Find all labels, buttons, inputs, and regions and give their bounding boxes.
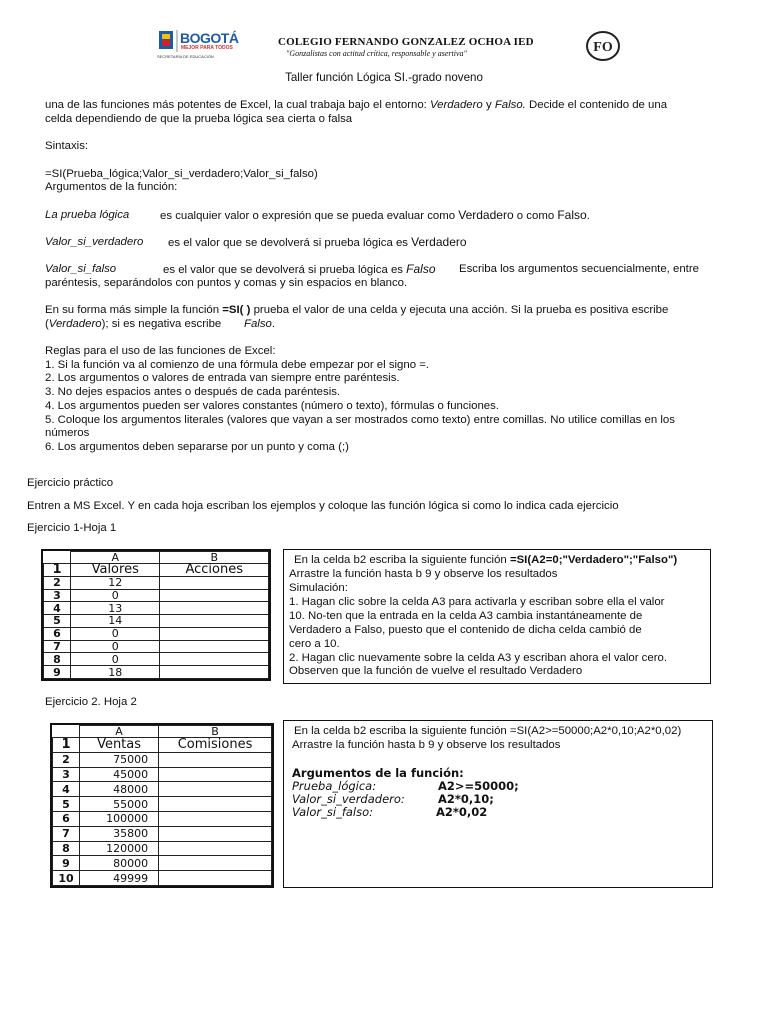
cell-b [159, 797, 272, 812]
bogota-logo-text: BOGOTÁ [180, 30, 239, 46]
row-number: 4 [53, 782, 80, 797]
cell-a: 12 [71, 576, 160, 589]
syntax-formula: =SI(Prueba_lógica;Valor_si_verdadero;Valor_si_falso) [45, 168, 318, 180]
simple-text-3: ); si es negativa escribe [101, 318, 222, 330]
table-row [53, 738, 272, 753]
intro-text-end: Decide el contenido de una [525, 99, 668, 111]
table-row [53, 797, 272, 812]
exercise-2-arg-1-name: Prueba_lógica: [292, 779, 377, 793]
row-number: 8 [44, 653, 71, 666]
table-row [44, 666, 269, 679]
rule-item: 2. Los argumentos o valores de entrada van siempre entre paréntesis. [45, 372, 400, 384]
arg-verdadero-desc [168, 236, 467, 251]
cell-b [160, 666, 269, 679]
exercise-1-instructions-box [283, 549, 711, 684]
table-row [44, 640, 269, 653]
exercise-2-instructions-box [283, 720, 713, 888]
bogota-logo-tag: MEJOR PARA TODOS [181, 45, 233, 51]
exercise-1-line: 2. Hagan clic nuevamente sobre la celda A3 y escriban ahora el valor cero. [289, 652, 668, 664]
exercise-1-formula: =SI(A2=0;"Verdadero";"Falso") [509, 554, 678, 566]
cell-b [159, 811, 272, 826]
simple-text-2: prueba el valor de una celda y ejecuta una acción. Si la prueba es positiva escribe [250, 304, 669, 316]
intro-and: y [482, 99, 495, 111]
exercise-2-arg-3-name: Valor_si_falso: [292, 805, 374, 819]
table-row [44, 602, 269, 615]
cell-a: 75000 [80, 752, 159, 767]
row-number: 3 [53, 767, 80, 782]
row-number: 8 [53, 841, 80, 856]
exercise-1-sheet [41, 549, 271, 681]
cell-a: 55000 [80, 797, 159, 812]
intro-line-1 [45, 99, 667, 113]
arg-verdadero-value: Verdadero [411, 235, 467, 249]
column-header-a: A [80, 726, 159, 738]
cell-b [159, 826, 272, 841]
arg-verdadero-name: Valor_si_verdadero [45, 236, 144, 248]
rule-item: 5. Coloque los argumentos literales (valores que vayan a ser mostrados como texto) entre comillas. No utilice comillas en los [45, 414, 675, 426]
cell-b [159, 767, 272, 782]
exercise-2-title: Ejercicio 2. Hoja 2 [45, 696, 137, 708]
simple-form-line-1 [45, 304, 668, 318]
column-header-a: A [71, 552, 160, 564]
header-comisiones: Comisiones [159, 738, 272, 753]
exercise-2-sheet [50, 723, 274, 888]
row-number: 5 [53, 797, 80, 812]
row-number: 7 [44, 640, 71, 653]
arg-prueba-period: . [586, 210, 590, 222]
simple-form-line-2 [45, 318, 221, 332]
header-acciones: Acciones [160, 564, 269, 577]
rule-item: 1. Si la función va al comienzo de una fórmula debe empezar por el signo =. [45, 359, 430, 371]
seal-text: FO [593, 40, 613, 55]
table-row [44, 589, 269, 602]
simple-verdadero: Verdadero [48, 318, 102, 330]
exercise-2-table [52, 725, 272, 886]
exercise-2-args-title: Argumentos de la función: [292, 766, 464, 780]
arg-falso-desc [163, 263, 436, 278]
cell-a: 35800 [80, 826, 159, 841]
exercise-2-arg-2-name: Valor_si_verdadero: [292, 792, 405, 806]
cell-b [159, 782, 272, 797]
table-row [44, 615, 269, 628]
cell-a: 48000 [80, 782, 159, 797]
row-number: 5 [44, 615, 71, 628]
column-header-b: B [160, 552, 269, 564]
row-number: 4 [44, 602, 71, 615]
cell-b [159, 856, 272, 871]
row-number: 9 [53, 856, 80, 871]
bogota-logo-sub: SECRETARÍA DE EDUCACIÓN [157, 54, 214, 59]
intro-text: una de las funciones más potentes de Excel, la cual trabaja bajo el entorno: [45, 99, 430, 111]
row-number: 6 [44, 627, 71, 640]
cell-a: 0 [71, 640, 160, 653]
row-number: 10 [53, 871, 80, 886]
practice-title: Ejercicio práctico [27, 477, 114, 489]
exercise-2-line-2: Arrastre la función hasta b 9 y observe los resultados [292, 739, 561, 751]
simple-period: . [271, 318, 276, 330]
cell-a: 120000 [80, 841, 159, 856]
practice-instructions: Entren a MS Excel. Y en cada hoja escriban los ejemplos y coloque las función lógica si como lo indica cada ejercicio [27, 500, 619, 512]
arg-prueba-falso: Falso [557, 208, 587, 222]
cell-b [160, 627, 269, 640]
simple-function: =SI( ) [222, 304, 251, 316]
row-number: 6 [53, 811, 80, 826]
cell-a: 49999 [80, 871, 159, 886]
exercise-1-table [43, 551, 269, 679]
table-row [44, 564, 269, 577]
arg-prueba-name: La prueba lógica [45, 209, 130, 221]
exercise-1-line: cero a 10. [289, 638, 340, 650]
column-header-row [53, 726, 272, 738]
table-row [53, 841, 272, 856]
rules-title: Reglas para el uso de las funciones de Excel: [45, 345, 276, 357]
cell-a: 80000 [80, 856, 159, 871]
cell-a: 45000 [80, 767, 159, 782]
header-ventas: Ventas [80, 738, 159, 753]
cell-b [160, 576, 269, 589]
simple-text: En su forma más simple la función [45, 304, 223, 316]
intro-verdadero: Verdadero [430, 99, 483, 111]
exercise-1-line: 10. No-ten que la entrada en la celda A3 cambia instantáneamente de [289, 610, 643, 622]
arg-prueba-desc-text: es cualquier valor o expresión que se pueda evaluar como [160, 210, 459, 222]
arg-falso-desc-2: Escriba los argumentos secuencialmente, entre [459, 263, 699, 275]
school-heading [278, 36, 534, 58]
table-row [53, 826, 272, 841]
cell-a: 18 [71, 666, 160, 679]
table-row [44, 576, 269, 589]
arg-prueba-desc [160, 209, 590, 224]
table-row [53, 856, 272, 871]
column-header-b: B [159, 726, 272, 738]
table-row [53, 871, 272, 886]
exercise-1-line-1-text: En la celda b2 escriba la siguiente función [294, 554, 510, 566]
cell-b [160, 653, 269, 666]
exercise-1-line: Verdadero a Falso, puesto que el contenido de dicha celda cambió de [289, 624, 642, 636]
row-number: 2 [53, 752, 80, 767]
exercise-2-line-1: En la celda b2 escriba la siguiente función =SI(A2>=50000;A2*0,10;A2*0,02) [294, 725, 682, 737]
arg-prueba-verdadero: Verdadero [458, 208, 514, 222]
exercise-1-line: Observen que la función de vuelve el resultado Verdadero [289, 665, 583, 677]
table-row [53, 811, 272, 826]
arguments-title: Argumentos de la función: [45, 181, 178, 193]
exercise-1-title: Ejercicio 1-Hoja 1 [27, 522, 117, 534]
exercise-2-arg-3-value: A2*0,02 [436, 805, 488, 819]
corner-cell [53, 726, 80, 738]
simple-paren: ( [45, 318, 49, 330]
cell-a: 100000 [80, 811, 159, 826]
table-row [44, 653, 269, 666]
cell-b [160, 640, 269, 653]
page-title: Taller función Lógica SI.-grado noveno [285, 71, 483, 84]
exercise-1-line: 1. Hagan clic sobre la celda A3 para activarla y escriban sobre ella el valor [289, 596, 665, 608]
cell-b [159, 871, 272, 886]
cell-a: 0 [71, 589, 160, 602]
cell-b [160, 602, 269, 615]
school-seal [585, 30, 621, 62]
school-name: COLEGIO FERNANDO GONZALEZ OCHOA IED [278, 36, 534, 48]
exercise-1-line: Simulación: [289, 582, 348, 594]
exercise-1-line-1 [294, 554, 677, 568]
cell-a: 0 [71, 627, 160, 640]
cell-a: 0 [71, 653, 160, 666]
row-number: 1 [44, 564, 71, 577]
arg-falso-name: Valor_si_falso [45, 263, 117, 275]
rule-item: números [45, 427, 90, 439]
arg-verdadero-desc-text: es el valor que se devolverá si prueba lógica es [168, 237, 412, 249]
rule-item: 4. Los argumentos pueden ser valores constantes (número o texto), fórmulas o funciones. [45, 400, 499, 412]
rule-item: 3. No dejes espacios antes o después de cada paréntesis. [45, 386, 341, 398]
row-number: 3 [44, 589, 71, 602]
arg-falso-line-2: paréntesis, separándolos con puntos y comas y sin espacios en blanco. [45, 277, 408, 289]
exercise-2-arg-1-value: A2>=50000; [438, 779, 519, 793]
intro-line-2: celda dependiendo de que la prueba lógica sea cierta o falsa [45, 113, 353, 125]
exercise-1-line: Arrastre la función hasta b 9 y observe los resultados [289, 568, 558, 580]
row-number: 2 [44, 576, 71, 589]
simple-falso: Falso [244, 318, 272, 330]
cell-b [160, 615, 269, 628]
school-motto: "Gonzalistas con actitud crítica, responsable y asertiva" [286, 49, 467, 58]
exercise-2-arg-2-value: A2*0,10; [438, 792, 494, 806]
cell-b [160, 589, 269, 602]
arg-falso-desc-text: es el valor que se devolverá si prueba lógica es [163, 264, 407, 276]
cell-a: 14 [71, 615, 160, 628]
arg-prueba-or: o como [513, 210, 558, 222]
rule-item: 6. Los argumentos deben separarse por un punto y coma (;) [45, 441, 349, 453]
table-row [53, 782, 272, 797]
cell-b [159, 841, 272, 856]
cell-b [159, 752, 272, 767]
intro-falso: Falso. [494, 99, 526, 111]
school-seal-icon [585, 30, 621, 62]
cell-a: 13 [71, 602, 160, 615]
row-number: 1 [53, 738, 80, 753]
arg-falso-value: Falso [406, 262, 436, 276]
row-number: 9 [44, 666, 71, 679]
table-row [44, 627, 269, 640]
table-row [53, 767, 272, 782]
header-valores: Valores [71, 564, 160, 577]
table-row [53, 752, 272, 767]
simple-form-falso [244, 318, 275, 332]
row-number: 7 [53, 826, 80, 841]
syntax-label: Sintaxis: [45, 140, 89, 152]
bogota-logo [157, 28, 247, 62]
